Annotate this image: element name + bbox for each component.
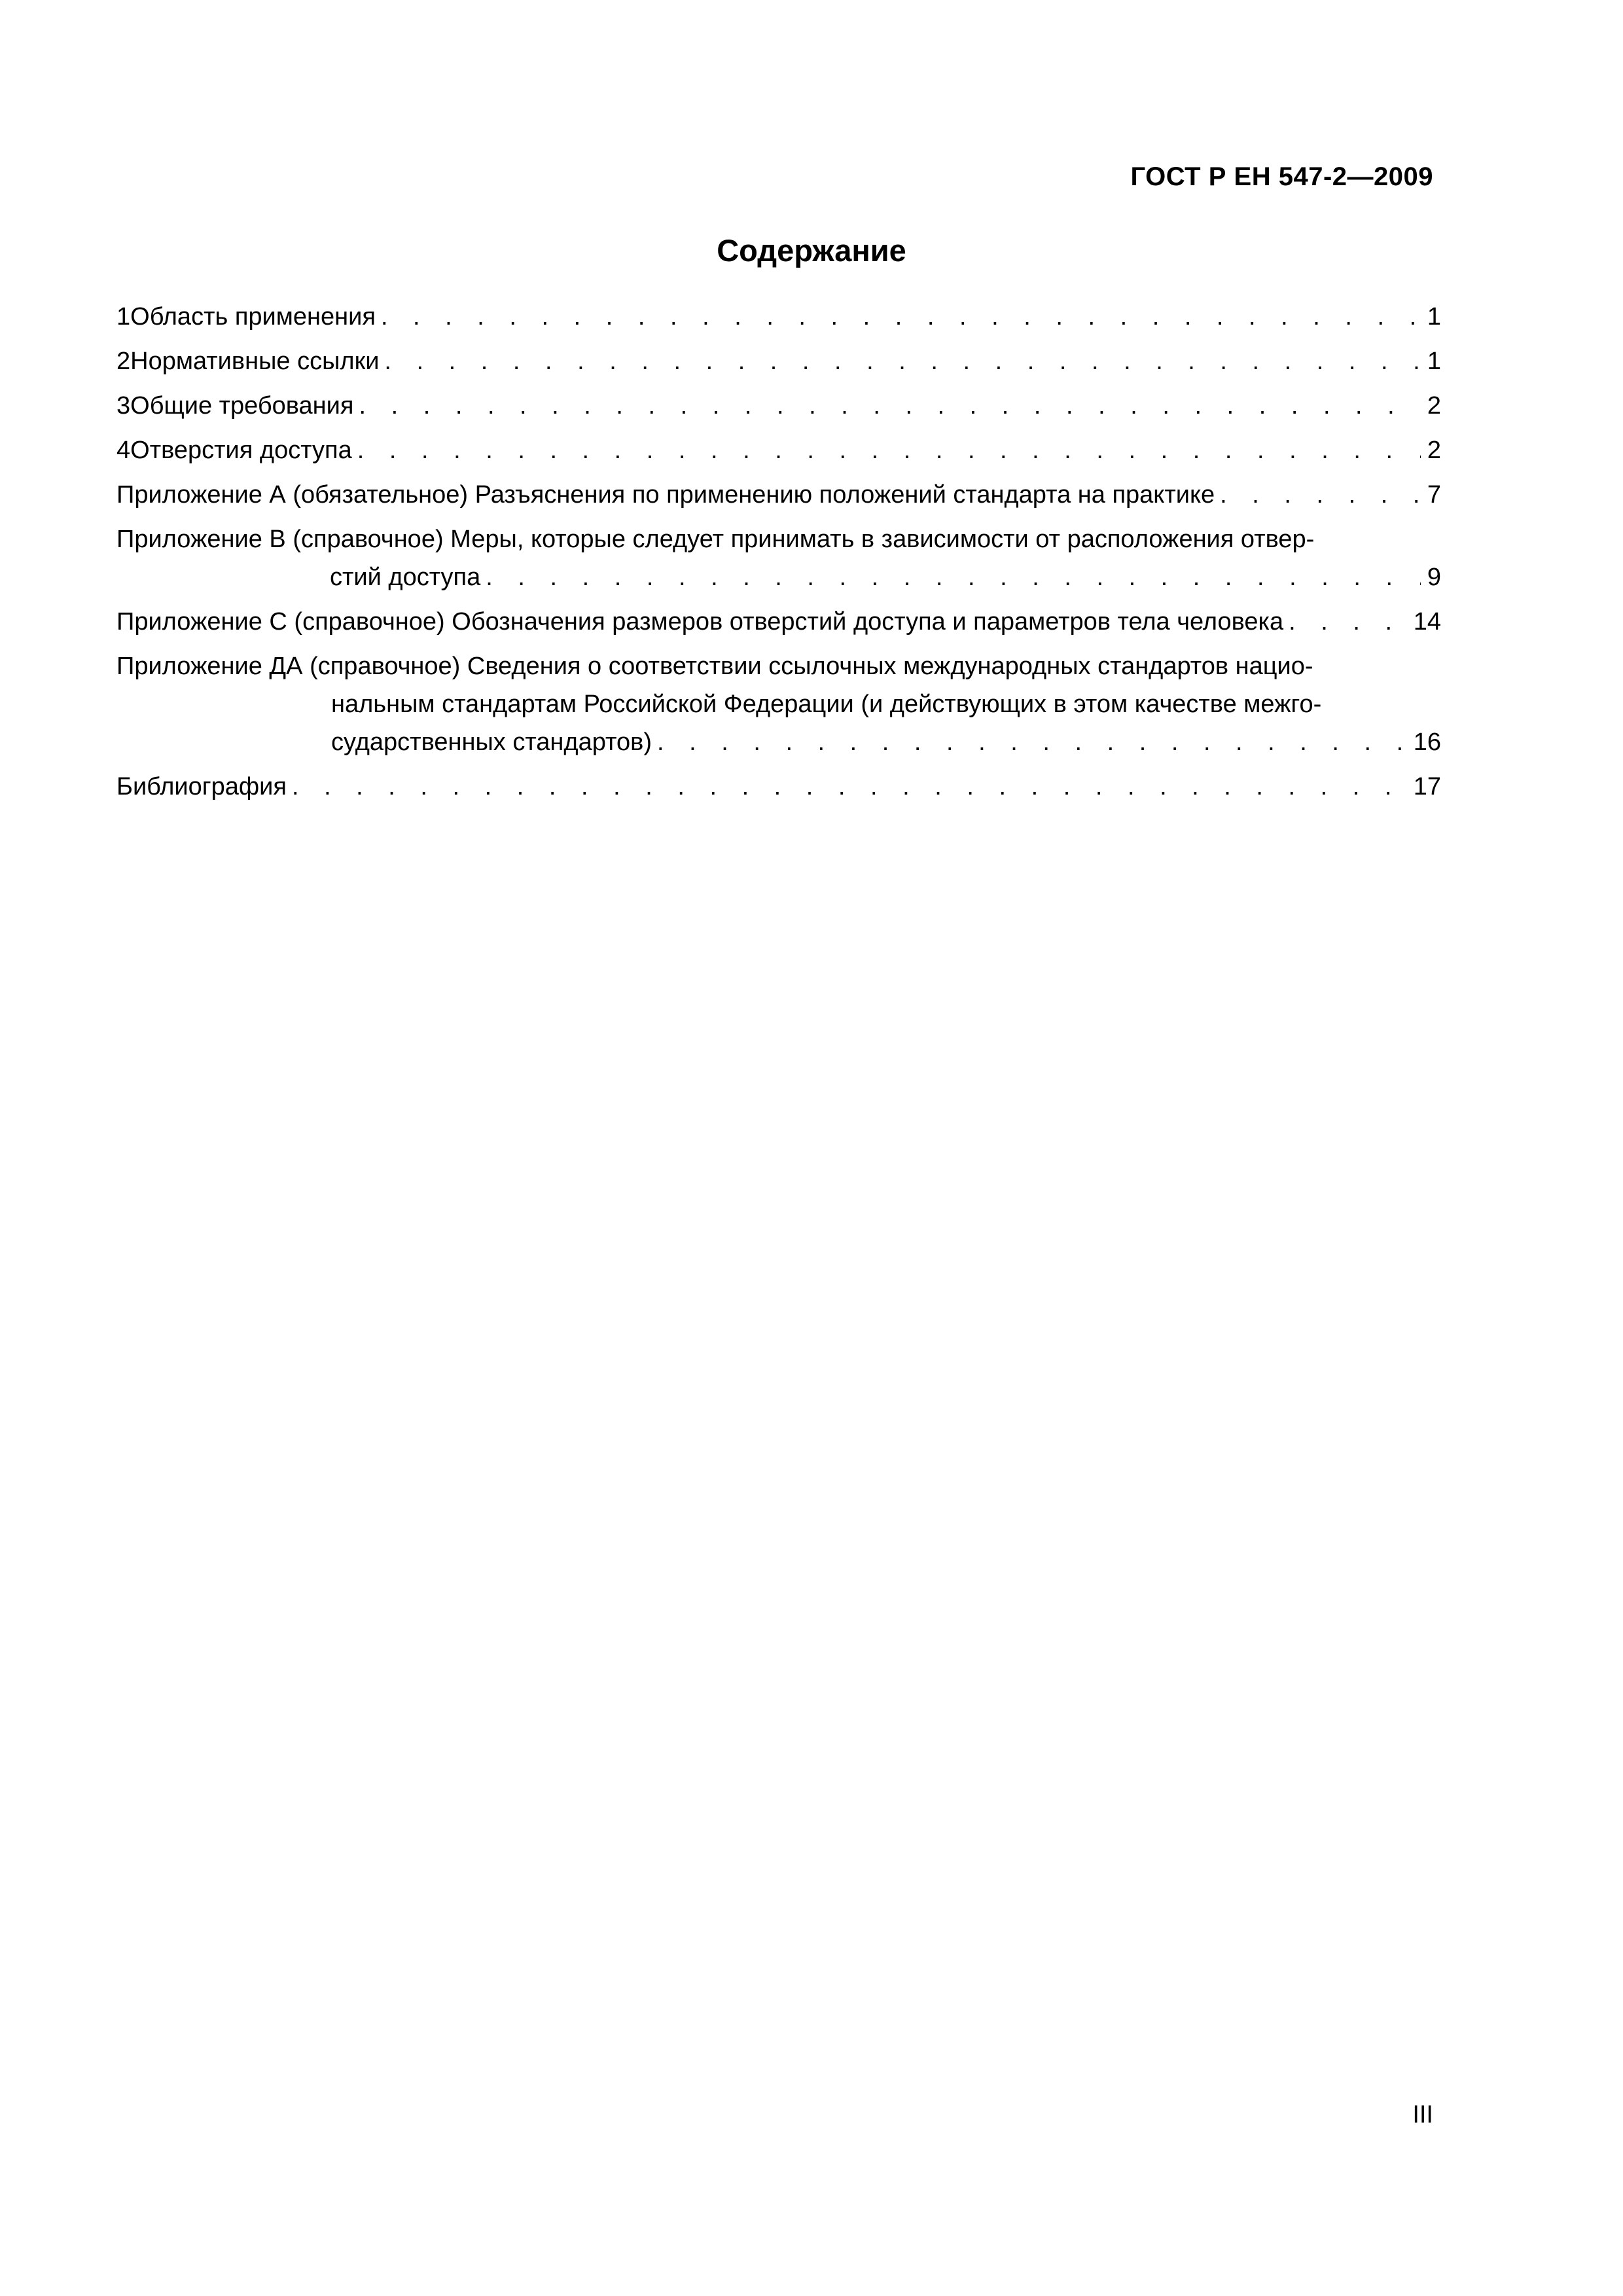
dot-leader — [1289, 603, 1407, 641]
toc-entry-page: 17 — [1413, 773, 1441, 800]
toc-entry-text-line-3: сударственных стандартов) — [331, 728, 652, 756]
toc-entry-page: 2 — [1427, 437, 1441, 464]
toc-entry-text-line-1: Приложение ДА (справочное) Сведения о соответствии ссылочных международных стандартов нацио- — [116, 653, 1313, 680]
toc-entry-number: 3 — [116, 392, 131, 420]
table-of-contents — [116, 298, 1441, 812]
dot-leader — [384, 342, 1420, 380]
toc-title: Содержание — [717, 233, 906, 268]
toc-entry-page: 7 — [1427, 481, 1441, 509]
toc-entry-text: Приложение С (справочное) Обозначения размеров отверстий доступа и параметров тела человека — [116, 608, 1284, 636]
toc-entry-page: 16 — [1413, 728, 1441, 756]
toc-entry-number: 1 — [116, 303, 131, 331]
toc-entry-page: 1 — [1427, 303, 1441, 331]
toc-entry-3[interactable] — [116, 387, 1441, 425]
toc-entry-page: 14 — [1413, 608, 1441, 636]
document-code: ГОСТ Р ЕН 547-2—2009 — [1130, 162, 1433, 191]
toc-entry-number: 2 — [116, 348, 131, 375]
toc-entry-4[interactable] — [116, 431, 1441, 469]
toc-entry-text-line-2: нальным стандартам Российской Федерации (и действующих в этом качестве межго- — [331, 691, 1322, 718]
toc-entry-annex-da[interactable] — [116, 647, 1441, 761]
toc-entry-text: Отверстия доступа — [130, 437, 352, 464]
toc-entry-1[interactable] — [116, 298, 1441, 336]
dot-leader — [292, 768, 1407, 806]
toc-entry-page: 2 — [1427, 392, 1441, 420]
toc-entry-2[interactable] — [116, 342, 1441, 380]
dot-leader — [381, 298, 1421, 336]
toc-entry-text: Нормативные ссылки — [130, 348, 380, 375]
toc-entry-text: Приложение А (обязательное) Разъяснения по применению положений стандарта на практике — [116, 481, 1215, 509]
dot-leader — [359, 387, 1420, 425]
toc-entry-text: Библиография — [116, 773, 287, 800]
toc-entry-annex-b[interactable] — [116, 520, 1441, 596]
dot-leader — [1220, 476, 1421, 514]
toc-entry-bibliography[interactable] — [116, 768, 1441, 806]
dot-leader — [486, 558, 1421, 596]
toc-entry-number: 4 — [116, 437, 131, 464]
toc-entry-text-line-2: стий доступа — [330, 564, 481, 591]
page-number: III — [1412, 2101, 1433, 2128]
toc-entry-text: Область применения — [130, 303, 376, 331]
toc-entry-page: 1 — [1427, 348, 1441, 375]
dot-leader — [357, 431, 1421, 469]
toc-entry-annex-c[interactable] — [116, 603, 1441, 641]
toc-entry-page: 9 — [1427, 564, 1441, 591]
dot-leader — [657, 723, 1407, 761]
toc-entry-text-line-1: Приложение В (справочное) Меры, которые следует принимать в зависимости от расположения отвер- — [116, 526, 1315, 553]
toc-entry-text: Общие требования — [130, 392, 354, 420]
toc-entry-annex-a[interactable] — [116, 476, 1441, 514]
